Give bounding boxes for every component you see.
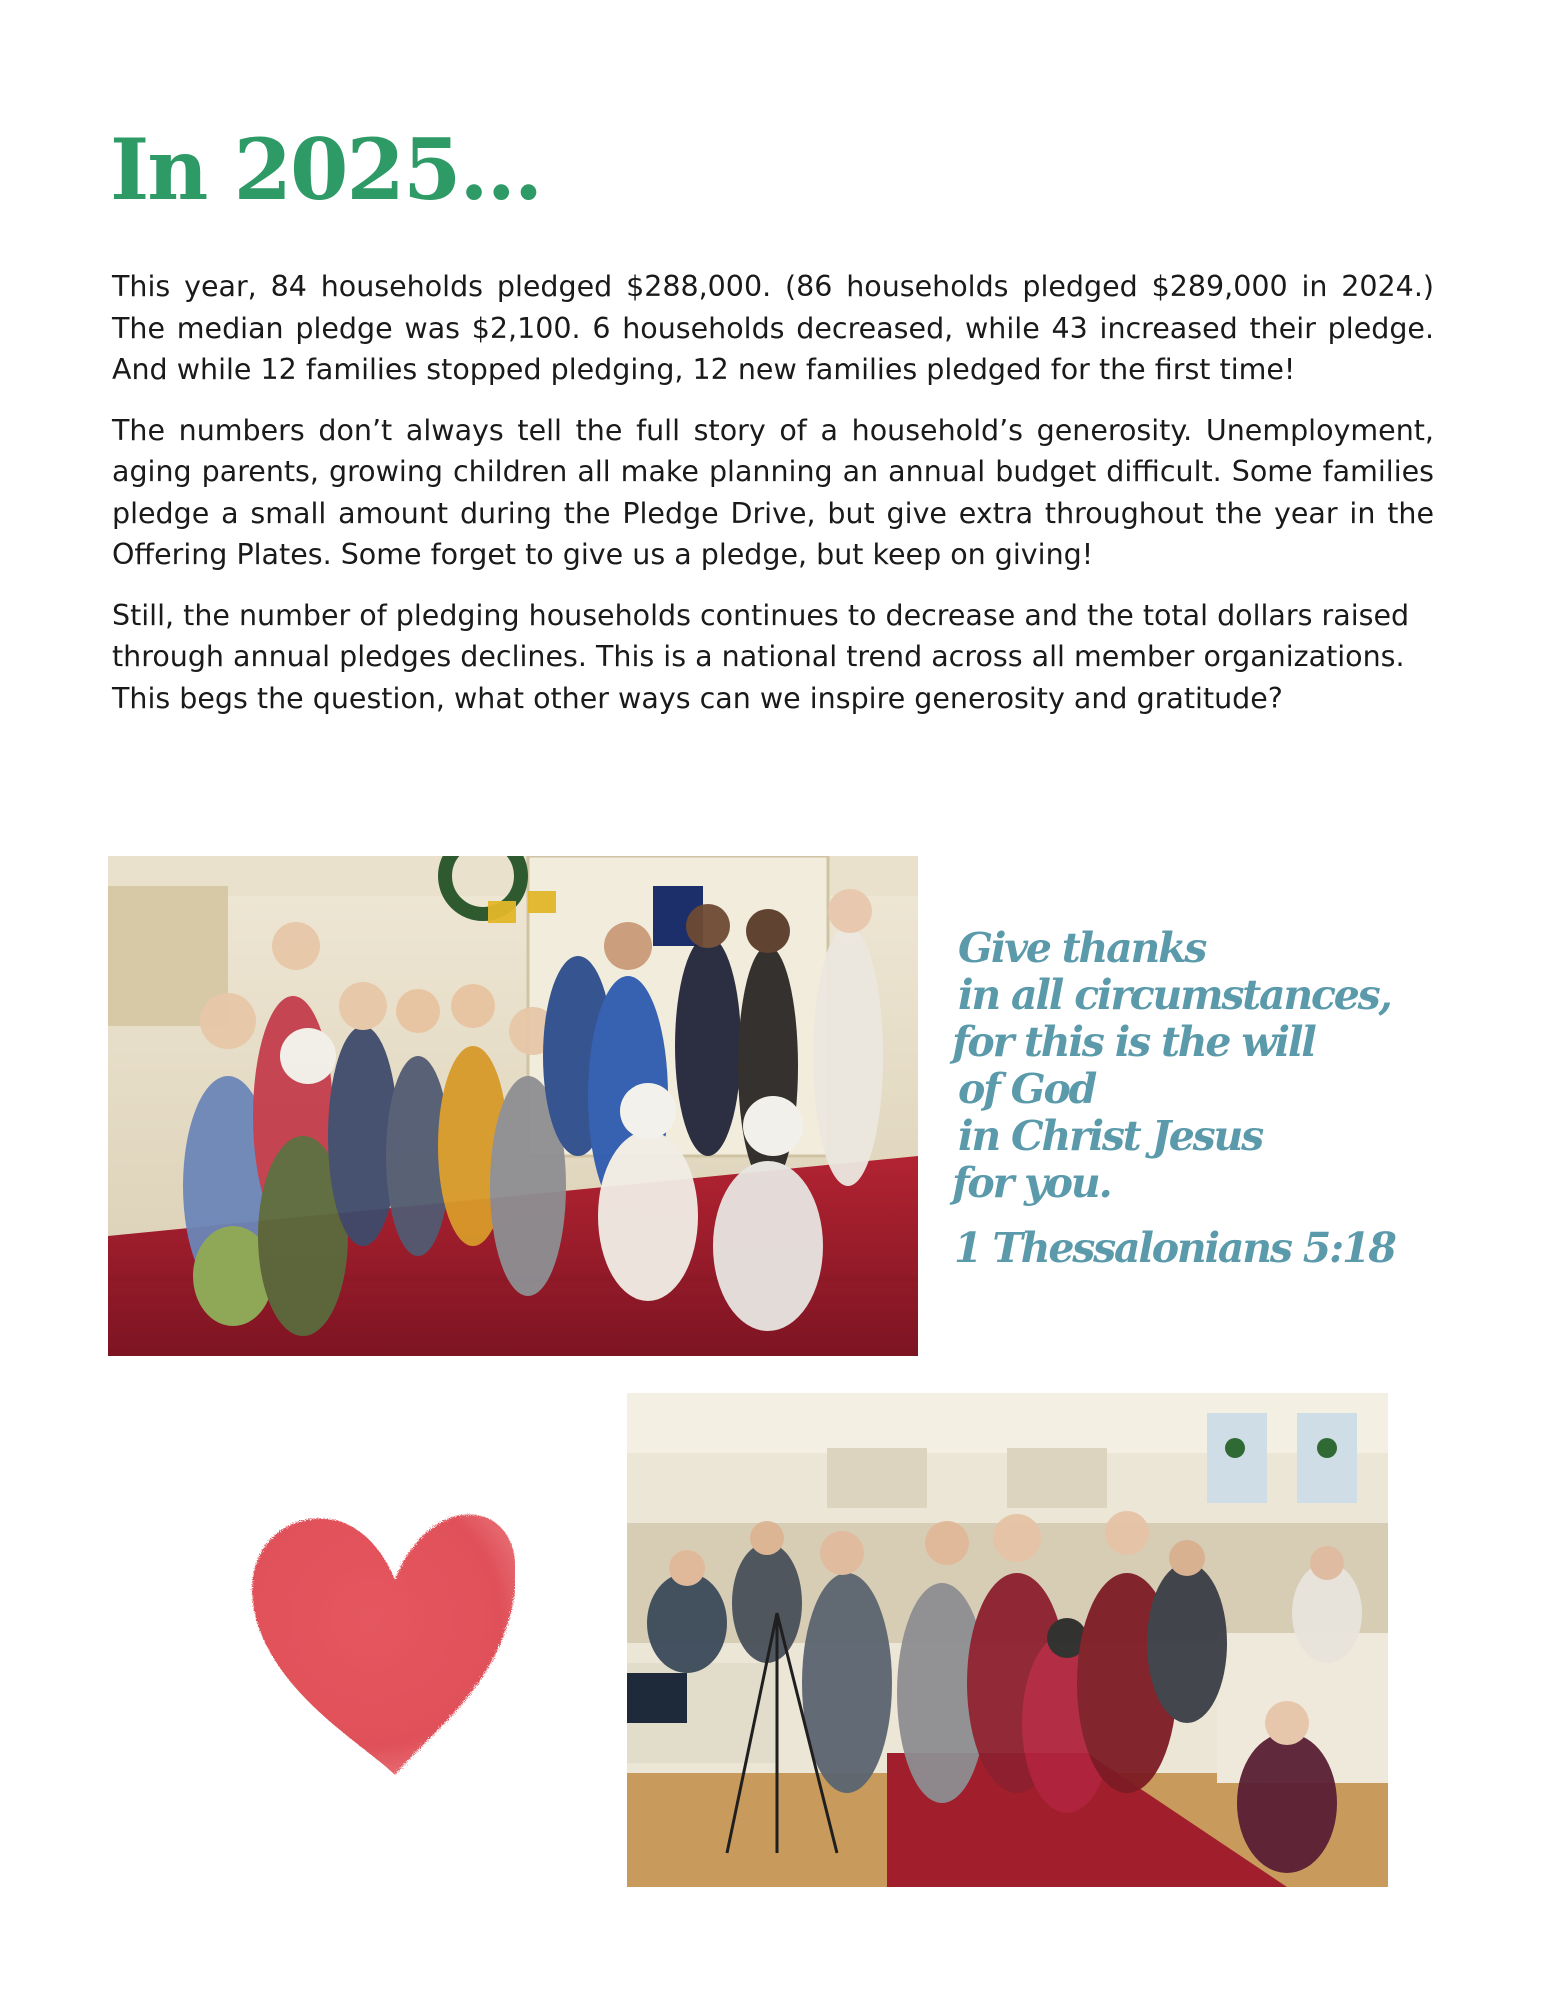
verse-line: for you. xyxy=(952,1159,1111,1207)
scripture-verse xyxy=(952,924,1395,1272)
body-text xyxy=(112,266,1434,738)
nativity-pageant-photo xyxy=(108,856,918,1356)
verse-line: Give thanks xyxy=(958,924,1206,972)
page-title: In 2025... xyxy=(110,120,542,219)
nativity-photo-illustration xyxy=(108,856,918,1356)
verse-reference: 1 Thessalonians 5:18 xyxy=(954,1224,1395,1272)
heart-icon-graphic xyxy=(245,1495,515,1785)
verse-line: for this is the will xyxy=(952,1018,1315,1066)
paragraph-trend: Still, the number of pledging households continues to decrease and the total dollars raised through annual pledges declines. This is a national trend across all member organizations. This begs the question, what other ways can we inspire generosity and gratitude? xyxy=(112,598,1410,715)
paragraph-generosity: The numbers don’t always tell the full story of a household’s generosity. Unemployment, aging parents, growing children all make planning an annual budget difficult. Some families pledge a small amount during the Pledge Drive, but give extra throughout the year in the Offering Plates. Some forget to give us a pledge, but keep on giving! xyxy=(112,413,1434,571)
verse-line: in Christ Jesus xyxy=(958,1112,1263,1160)
heart-icon xyxy=(245,1495,515,1785)
congregation-photo xyxy=(627,1393,1388,1887)
verse-line: of God xyxy=(958,1065,1096,1113)
paragraph-pledge-stats: This year, 84 households pledged $288,000. (86 households pledged $289,000 in 2024.) The median pledge was $2,100. 6 households decreased, while 43 increased their pledge. And while 12 families stopped pledging, 12 new families pledged for the first time! xyxy=(112,270,1434,386)
congregation-photo-illustration xyxy=(627,1393,1388,1887)
verse-line: in all circumstances, xyxy=(958,971,1391,1019)
